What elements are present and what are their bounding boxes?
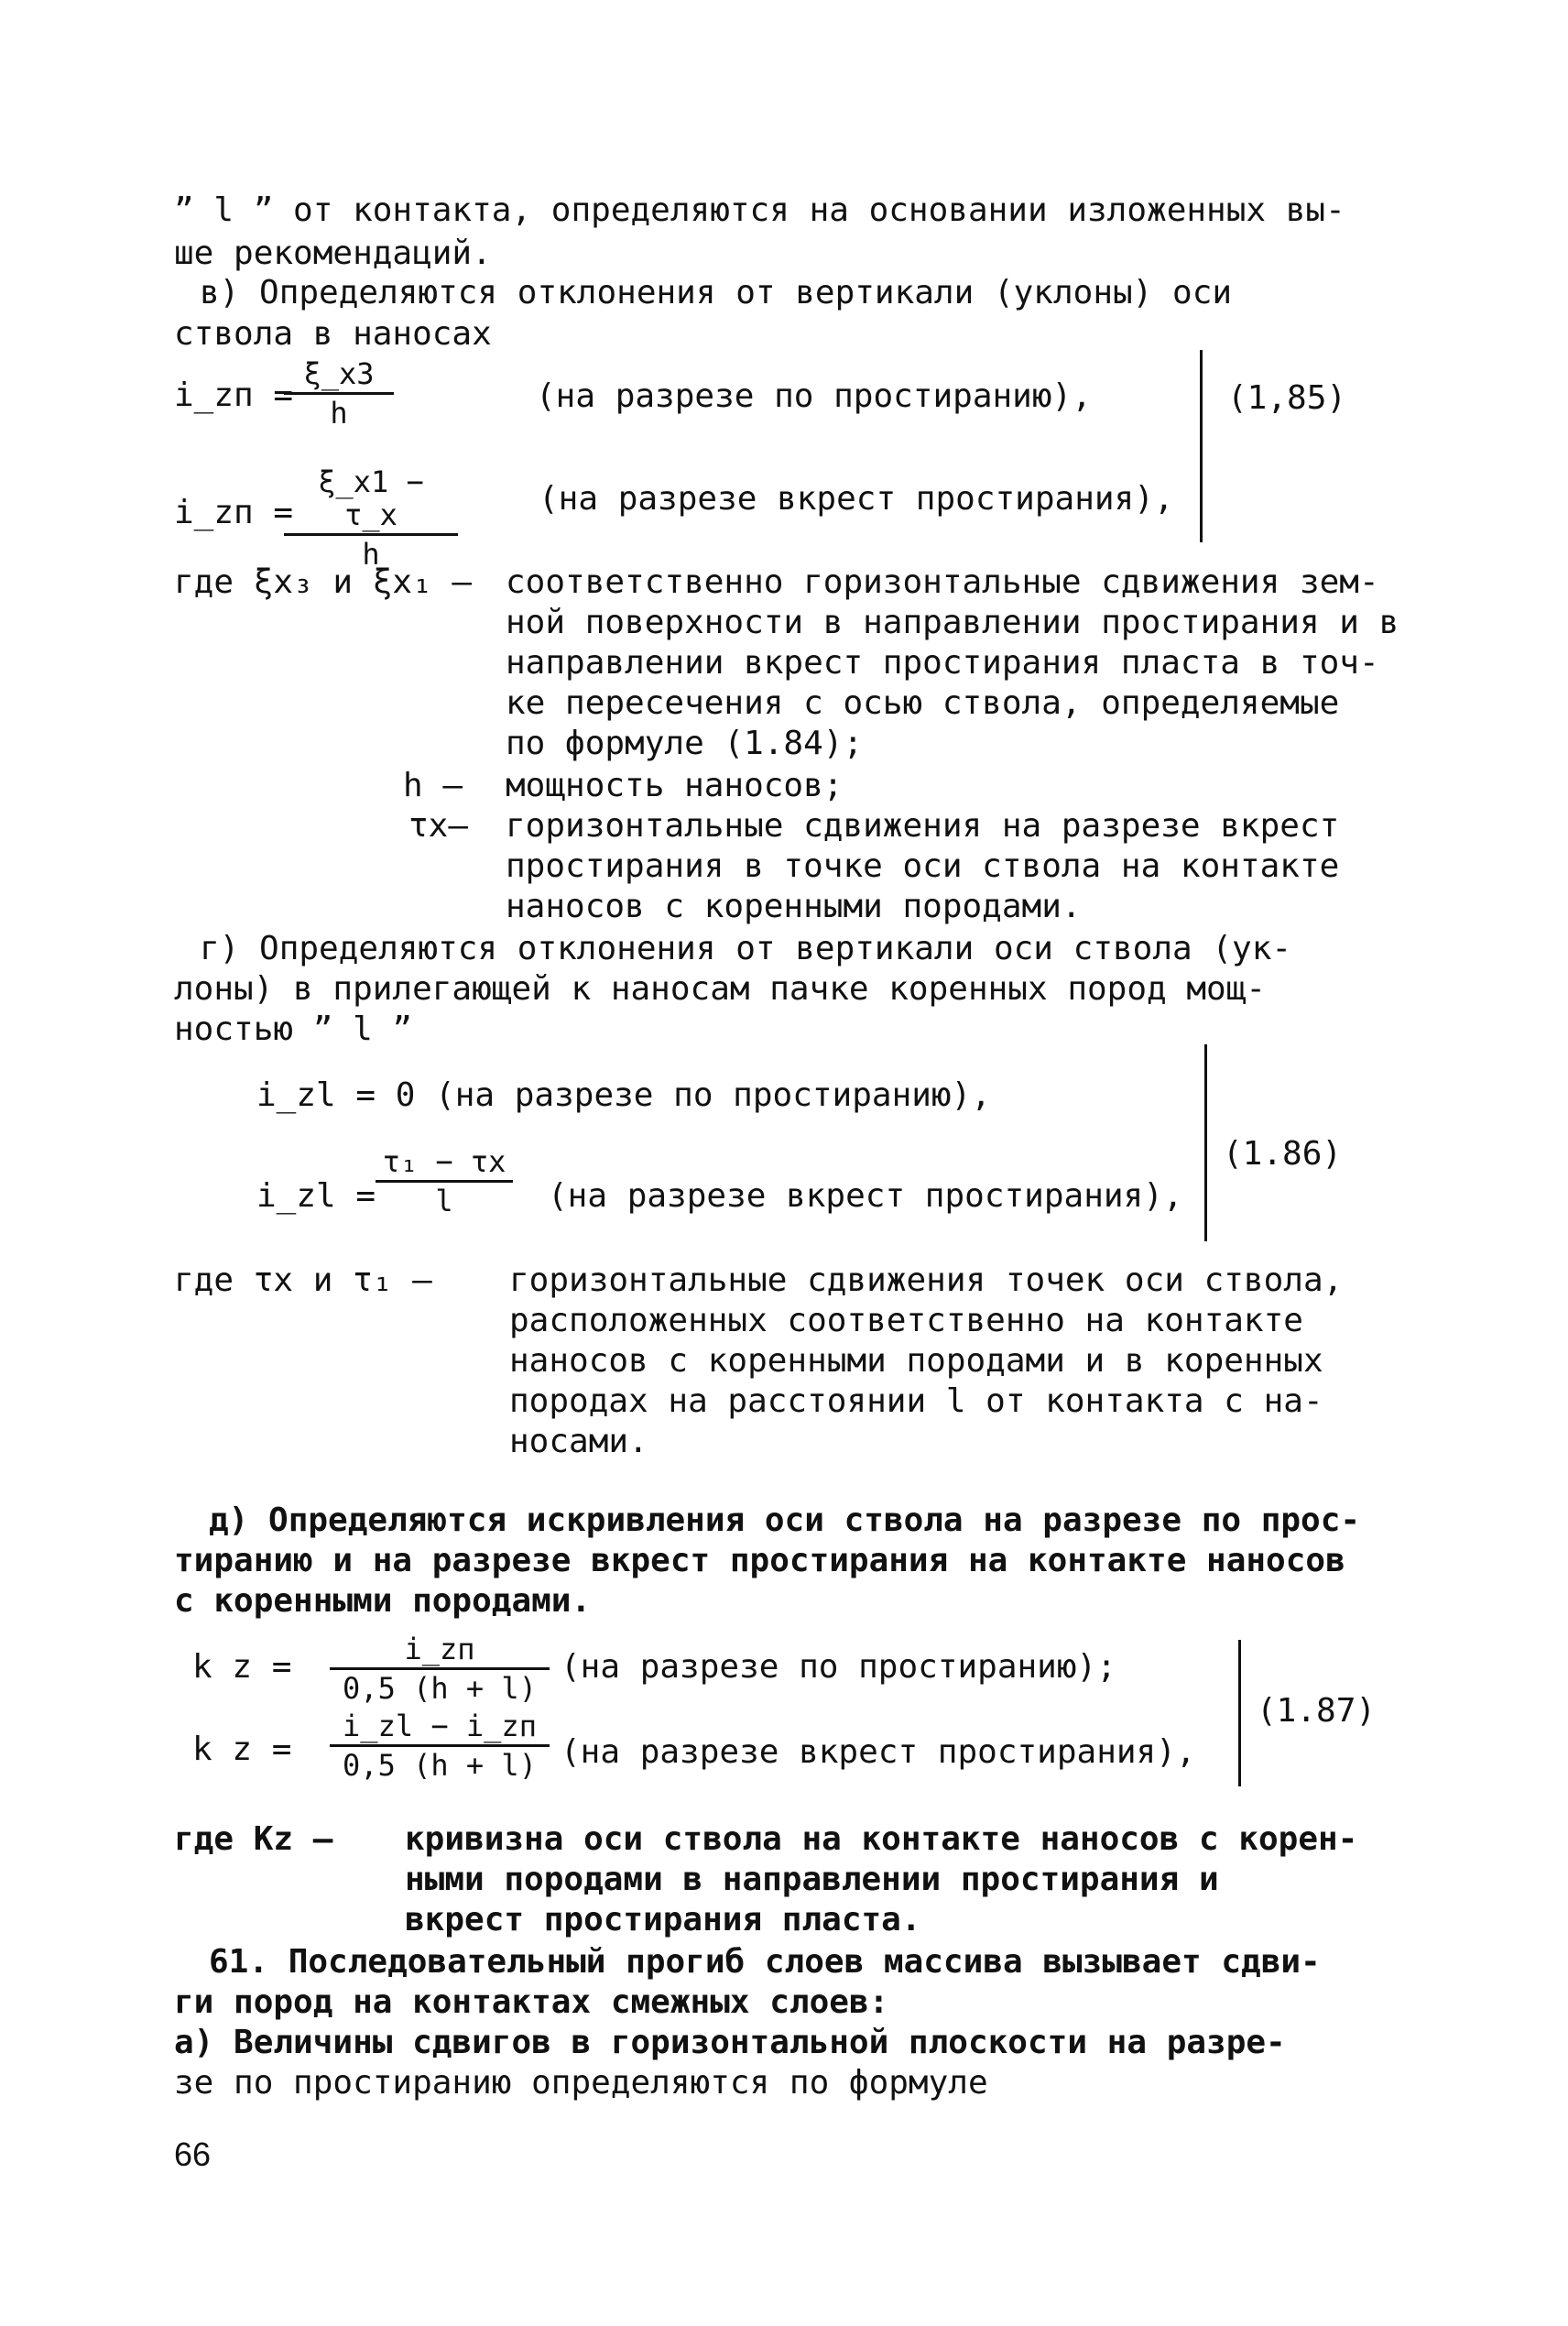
brace-line [1204,1044,1207,1241]
equation-number: (1.86) [1223,1135,1343,1173]
equation-note: (на разрезе вкрест простирания), [539,480,1174,518]
fraction-numerator: ξ_x1 − τ_x [284,465,458,536]
equation-lhs: i_zп = [174,377,294,414]
equation-note: (на разрезе вкрест простирания), [561,1733,1196,1771]
text-line: мощность наносов; [506,767,844,804]
text-line: ше рекомендаций. [174,235,492,272]
text-line: ” l ” от контакта, определяются на основании изложенных вы- [174,191,1345,229]
equation-number: (1,85) [1227,379,1347,417]
text-line: ной поверхности в направлении простирания и в [506,604,1399,641]
where-symbol: h – [403,767,463,804]
text-line: соответственно горизонтальные сдвижения зем- [506,563,1379,601]
equation-fraction [376,1145,513,1218]
text-line: с коренными породами. [174,1582,592,1620]
equation-number: (1.87) [1257,1692,1377,1730]
fraction-denominator: h [362,537,380,572]
fraction-denominator: 0,5 (h + l) [343,1748,537,1783]
text-line: г) Определяются отклонения от вертикали оси ствола (ук- [200,930,1292,967]
text-line: 61. Последовательный прогиб слоев массива вызывает сдви- [209,1943,1321,1981]
equation-note: (на разрезе вкрест простирания), [548,1177,1183,1215]
fraction-numerator: i_zl − i_zп [330,1709,550,1747]
equation-note: (на разрезе по простиранию); [561,1648,1116,1686]
text-line: ке пересечения с осью ствола, определяемые [506,684,1340,722]
text-line: зе по простиранию определяются по формуле [174,2064,988,2102]
fraction-numerator: ξ_x3 [284,357,394,395]
equation-lhs: k z = [192,1648,292,1686]
where-symbol: τx– [408,807,469,845]
text-line: д) Определяются искривления оси ствола на разрезе по прос- [209,1502,1361,1539]
text-line: по формуле (1.84); [506,725,864,762]
fraction-numerator: i_zп [330,1633,550,1670]
equation-fraction [284,465,458,571]
equation-fraction [284,357,394,430]
text-line: направлении вкрест простирания пласта в точ- [506,644,1379,682]
text-line: простирания в точке оси ствола на контакте [506,847,1340,885]
text-line: наносов с коренными породами и в коренных [509,1342,1323,1380]
equation-note: (на разрезе по простиранию), [536,377,1092,415]
fraction-numerator: τ₁ − τx [376,1145,513,1183]
equation-fraction [330,1633,550,1705]
equation-line: i_zl = 0 (на разрезе по простиранию), [256,1076,991,1114]
text-line: ными породами в направлении простирания и [405,1861,1219,1898]
fraction-denominator: h [330,396,348,431]
page-number: 66 [174,2135,212,2173]
text-line: горизонтальные сдвижения точек оси ствола, [509,1261,1344,1299]
text-line: ги пород на контактах смежных слоев: [174,1983,889,2021]
text-line: породах на расстоянии l от контакта с на- [509,1382,1323,1420]
text-line: горизонтальные сдвижения на разрезе вкрест [506,807,1340,845]
text-line: в) Определяются отклонения от вертикали (уклоны) оси [200,274,1233,311]
text-line: а) Величины сдвигов в горизонтальной плоскости на разре- [174,2024,1286,2061]
text-line: вкрест простирания пласта. [405,1901,921,1938]
fraction-denominator: 0,5 (h + l) [343,1671,537,1706]
equation-lhs: i_zl = [256,1177,376,1215]
text-line: наносов с коренными породами. [506,888,1082,925]
fraction-denominator: l [435,1184,453,1218]
where-symbols: где τx и τ₁ – [174,1261,432,1299]
text-line: ностью ” l ” [174,1010,413,1048]
equation-lhs: i_zп = [174,494,294,531]
text-line: ствола в наносах [174,315,492,353]
brace-line [1238,1640,1241,1786]
equation-fraction [330,1709,550,1782]
equation-lhs: k z = [192,1731,292,1768]
where-symbols: где ξx₃ и ξx₁ – [174,563,473,601]
text-line: тиранию и на разрезе вкрест простирания на контакте наносов [174,1542,1345,1579]
text-line: расположенных соответственно на контакте [509,1302,1303,1339]
text-line: кривизна оси ствола на контакте наносов с корен- [405,1820,1358,1858]
text-line: лоны) в прилегающей к наносам пачке коренных пород мощ- [174,970,1267,1008]
brace-line [1200,350,1203,542]
text-line: носами. [509,1423,648,1460]
where-symbols: где Kz – [174,1820,333,1858]
